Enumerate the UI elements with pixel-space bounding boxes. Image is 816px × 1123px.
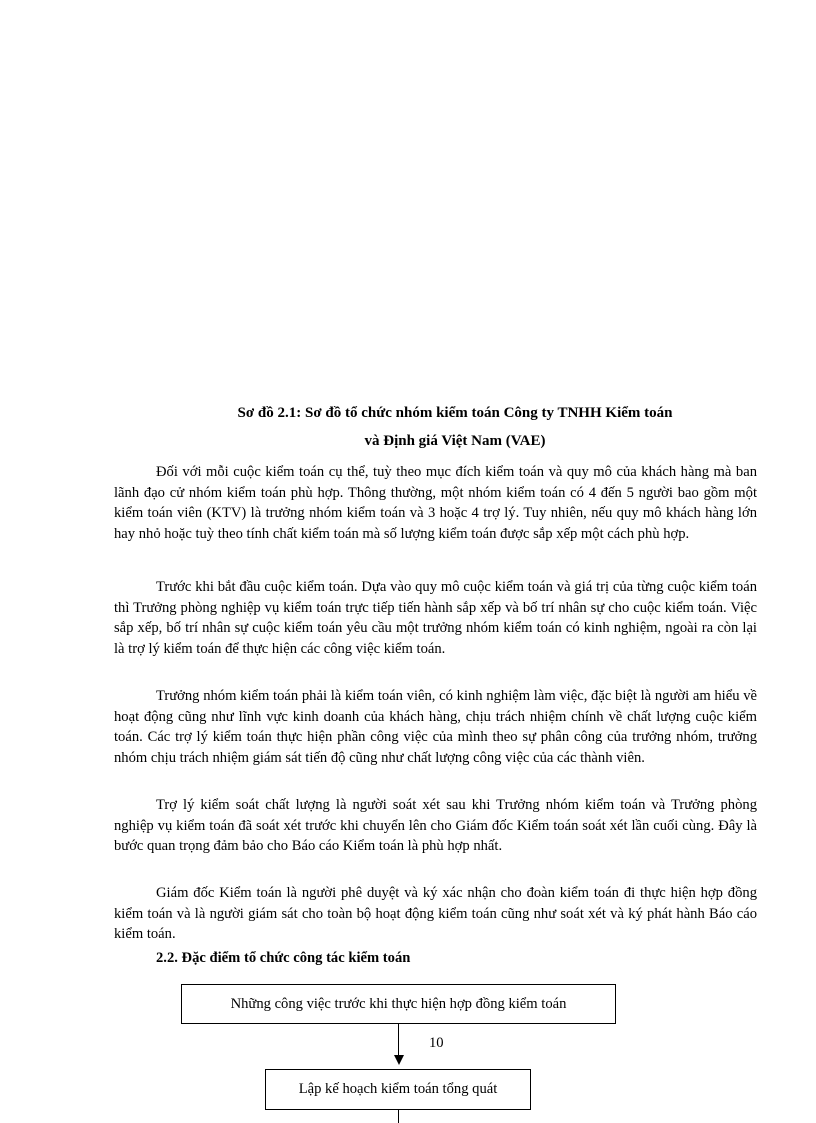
flowchart-connector-continued bbox=[398, 1110, 399, 1123]
section-heading: 2.2. Đặc điểm tổ chức công tác kiểm toán bbox=[156, 950, 411, 966]
flowchart-step-1-label: Những công việc trước khi thực hiện hợp đồng kiểm toán bbox=[230, 995, 567, 1012]
arrow-down-icon bbox=[394, 1055, 404, 1065]
paragraph-4 bbox=[114, 795, 757, 857]
flowchart-connector bbox=[398, 1024, 399, 1056]
paragraph-text: Trưởng nhóm kiểm toán phải là kiểm toán viên, có kinh nghiệm làm việc, đặc biệt là người am hiểu về hoạt động cũng như lĩnh vực kinh doanh của khách hàng, chịu trách nhiệm chính về chất lượng cuộc kiểm toán. Các trợ lý kiểm toán thực hiện phần công việc của mình theo sự phân công của trưởng nhóm, trưởng nhóm chịu trách nhiệm giám sát tiến độ cũng như chất lượng công việc của các thành viên. bbox=[114, 688, 757, 767]
paragraph-5 bbox=[114, 883, 757, 945]
flowchart-step-2-label: Lập kế hoạch kiểm toán tổng quát bbox=[298, 1081, 498, 1097]
paragraph-text: Trợ lý kiểm soát chất lượng là người soát xét sau khi Trưởng nhóm kiểm toán và Trưởng phòng nghiệp vụ kiểm toán đã soát xét trước khi chuyển lên cho Giám đốc Kiểm toán soát xét lần cuối cùng. Đây là bước quan trọng đảm bảo cho Báo cáo Kiểm toán là phù hợp nhất. bbox=[114, 797, 757, 855]
paragraph-2 bbox=[114, 577, 757, 660]
paragraph-3 bbox=[114, 686, 757, 769]
flowchart-step-2 bbox=[265, 1069, 531, 1110]
figure-caption-line-2: và Định giá Việt Nam (VAE) bbox=[364, 433, 546, 449]
paragraph-1 bbox=[114, 462, 757, 545]
paragraph-text: Trước khi bắt đầu cuộc kiểm toán. Dựa vào quy mô cuộc kiểm toán và giá trị của từng cuộc kiểm toán thì Trưởng phòng nghiệp vụ kiểm toán trực tiếp tiến hành sắp xếp và bố trí nhân sự cho cuộc kiểm toán. Việc sắp xếp, bố trí nhân sự cuộc kiểm toán yêu cầu một trưởng nhóm kiểm toán có kinh nghiệm, ngoài ra còn lại là trợ lý kiểm toán để thực hiện các công việc kiểm toán. bbox=[114, 579, 757, 658]
page-number: 10 bbox=[429, 1035, 444, 1051]
paragraph-text: Đối với mỗi cuộc kiểm toán cụ thể, tuỳ theo mục đích kiểm toán và quy mô của khách hàng mà ban lãnh đạo cử nhóm kiểm toán phù hợp. Thông thường, một nhóm kiểm toán có 4 đến 5 người bao gồm một kiểm toán viên (KTV) là trưởng nhóm kiểm toán và 3 hoặc 4 trợ lý. Tuy nhiên, nếu quy mô khách hàng lớn hay nhỏ hoặc tuỳ theo tính chất kiểm toán mà số lượng kiểm toán được sắp xếp một cách phù hợp. bbox=[114, 464, 757, 543]
figure-caption-line-1: Sơ đồ 2.1: Sơ đồ tổ chức nhóm kiểm toán Công ty TNHH Kiểm toán bbox=[237, 405, 673, 421]
paragraph-text: Giám đốc Kiểm toán là người phê duyệt và ký xác nhận cho đoàn kiểm toán đi thực hiện hợp đồng kiểm toán và là người giám sát cho toàn bộ hoạt động kiểm toán cũng như soát xét và ký phát hành Báo cáo kiểm toán. bbox=[114, 885, 757, 943]
flowchart-step-1 bbox=[181, 984, 616, 1024]
